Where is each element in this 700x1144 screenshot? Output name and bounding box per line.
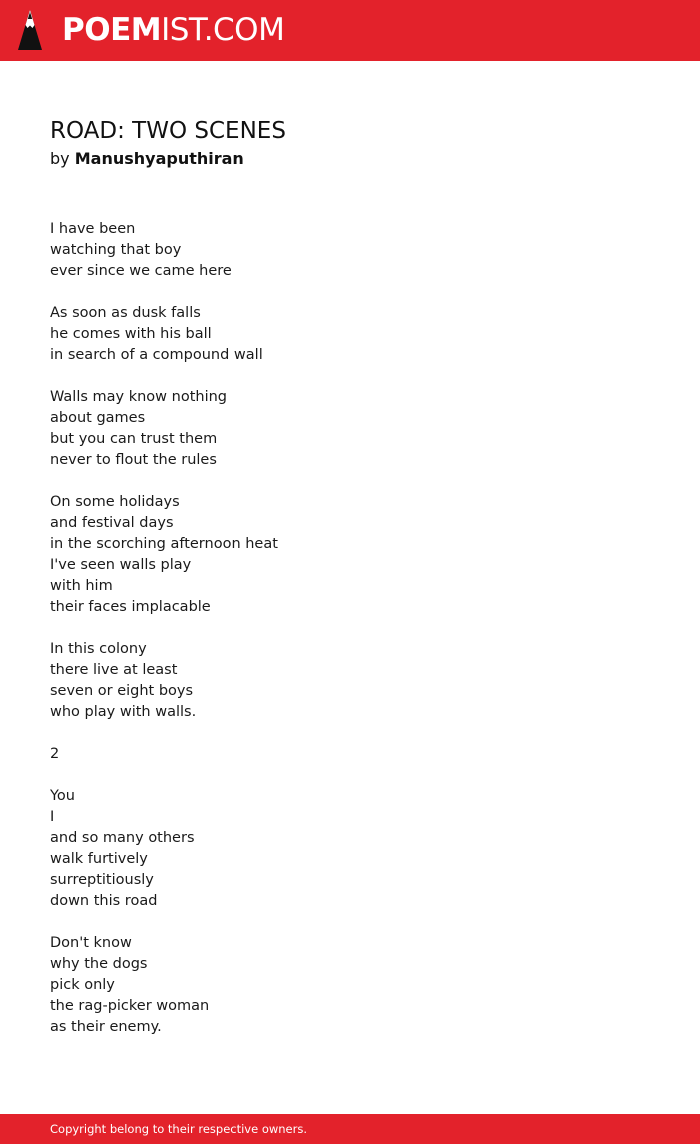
poem-line: never to flout the rules bbox=[50, 452, 217, 468]
copyright-text: Copyright belong to their respective owners. bbox=[50, 1122, 308, 1136]
stanza-break bbox=[50, 912, 650, 933]
poem-line: why the dogs bbox=[50, 956, 148, 972]
poem-body bbox=[50, 219, 650, 1038]
stanza-break bbox=[50, 723, 650, 744]
poem-line: down this road bbox=[50, 893, 158, 909]
poem-line: I bbox=[50, 809, 55, 825]
poem-line: in the scorching afternoon heat bbox=[50, 536, 278, 552]
poem-line: walk furtively bbox=[50, 851, 148, 867]
poem-line: As soon as dusk falls bbox=[50, 305, 201, 321]
logo-bold-text: POEM bbox=[62, 12, 162, 48]
site-footer bbox=[0, 1114, 700, 1144]
logo-light-text: IST.COM bbox=[161, 12, 285, 48]
stanza-break bbox=[50, 618, 650, 639]
poem-line: You bbox=[50, 788, 75, 804]
author-name: Manushyaputhiran bbox=[74, 149, 244, 168]
poem-line: On some holidays bbox=[50, 494, 180, 510]
poem-line: 2 bbox=[50, 746, 60, 762]
poem-line: in search of a compound wall bbox=[50, 347, 263, 363]
poem-title: ROAD: TWO SCENES bbox=[50, 118, 286, 144]
site-header bbox=[0, 0, 700, 61]
site-logo[interactable] bbox=[62, 12, 284, 48]
poem-line: about games bbox=[50, 410, 146, 426]
poem-line: ever since we came here bbox=[50, 263, 232, 279]
poem-line: Walls may know nothing bbox=[50, 389, 228, 405]
stanza-break bbox=[50, 471, 650, 492]
poem-line: I've seen walls play bbox=[50, 557, 192, 573]
poem-line: and so many others bbox=[50, 830, 195, 846]
stanza-break bbox=[50, 282, 650, 303]
poem-line: who play with walls. bbox=[50, 704, 197, 720]
poem-line: watching that boy bbox=[50, 242, 182, 258]
poem-line: the rag-picker woman bbox=[50, 998, 210, 1014]
stanza-break bbox=[50, 366, 650, 387]
by-label: by bbox=[50, 149, 70, 168]
poem-line: pick only bbox=[50, 977, 115, 993]
poem-line: and festival days bbox=[50, 515, 174, 531]
poem-line: as their enemy. bbox=[50, 1019, 162, 1035]
poem-line: In this colony bbox=[50, 641, 147, 657]
byline bbox=[50, 148, 244, 170]
poem-line: seven or eight boys bbox=[50, 683, 194, 699]
poem-line: he comes with his ball bbox=[50, 326, 212, 342]
poem-line: Don't know bbox=[50, 935, 132, 951]
poem-line: surreptitiously bbox=[50, 872, 154, 888]
stanza-break bbox=[50, 765, 650, 786]
poem-line: I have been bbox=[50, 221, 136, 237]
poem-line: there live at least bbox=[50, 662, 178, 678]
poem-line: with him bbox=[50, 578, 113, 594]
poem-line: but you can trust them bbox=[50, 431, 218, 447]
pencil-tip-icon[interactable] bbox=[17, 9, 43, 51]
poem-line: their faces implacable bbox=[50, 599, 211, 615]
